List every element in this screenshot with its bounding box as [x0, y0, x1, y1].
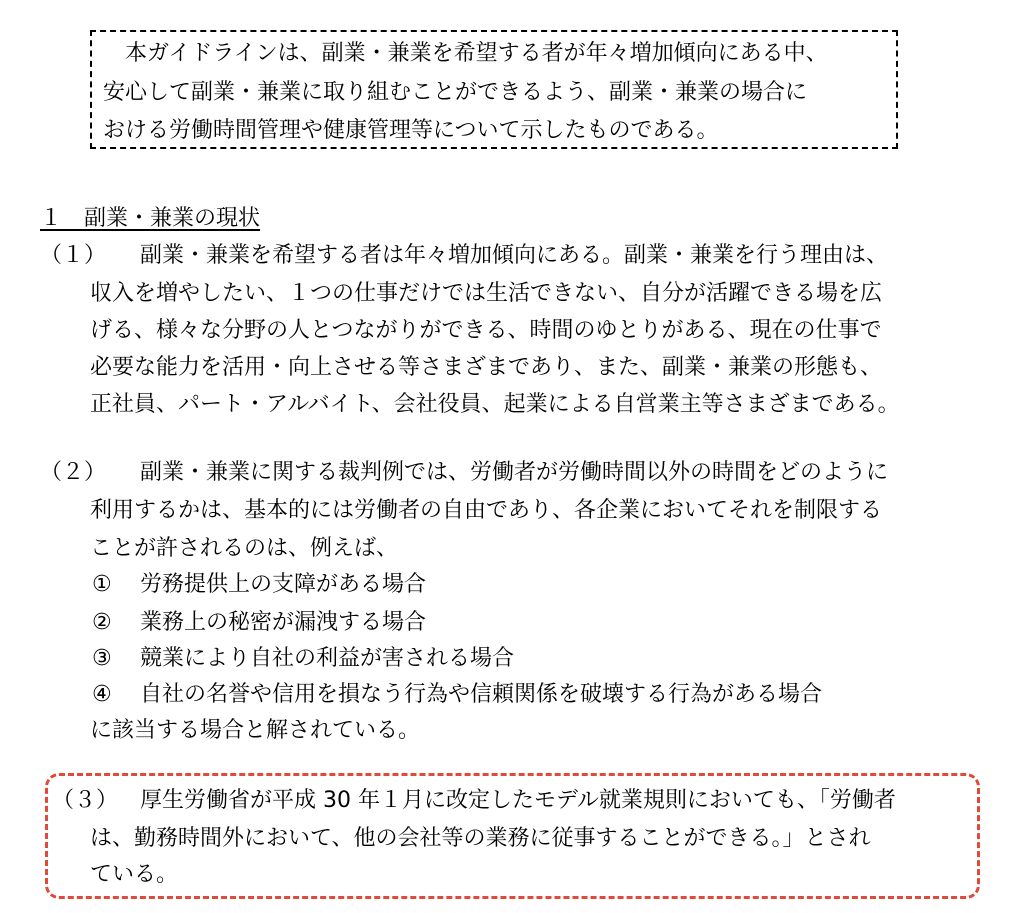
item3-line-2: は、勤務時間外において、他の会社等の業務に従事することができる。」とされ: [90, 826, 871, 851]
item1-line-5: 正社員、パート・アルバイト、会社役員、起業による自営業主等さまざまである。: [90, 392, 900, 417]
item1-line-2: 収入を増やしたい、１つの仕事だけでは生活できない、自分が活躍できる場を広: [90, 281, 883, 306]
case-text: 競業により自社の利益が害される場合: [140, 646, 515, 671]
item3-marker: （３）: [52, 788, 119, 813]
item1-marker: （１）: [40, 243, 107, 268]
case-text: 自社の名誉や信用を損なう行為や信頼関係を破壊する行為がある場合: [140, 682, 823, 707]
case-text: 労務提供上の支障がある場合: [140, 572, 427, 597]
case-number: ②: [92, 610, 112, 635]
item1-line-3: げる、様々な分野の人とつながりができる、時間のゆとりがある、現在の仕事で: [90, 318, 882, 343]
item2-line-2: 利用するかは、基本的には労働者の自由であり、各企業においてそれを制限する: [90, 498, 883, 523]
item3-line-1: 厚生労働省が平成 30 年１月に改定したモデル就業規則においても、「労働者: [140, 788, 896, 813]
case-number: ③: [92, 646, 112, 671]
item3-line-3: ている。: [90, 862, 179, 887]
item2-closing: に該当する場合と解されている。: [90, 718, 421, 743]
intro-line-3: おける労働時間管理や健康管理等について示したものである。: [103, 118, 719, 143]
item1-line-4: 必要な能力を活用・向上させる等さまざまであり、また、副業・兼業の形態も、: [90, 355, 883, 380]
intro-line-1: 本ガイドラインは、副業・兼業を希望する者が年々増加傾向にある中、: [125, 41, 828, 66]
case-text: 業務上の秘密が漏洩する場合: [140, 610, 427, 635]
intro-line-2: 安心して副業・兼業に取り組むことができるよう、副業・兼業の場合に: [103, 80, 808, 105]
section-heading: １ 副業・兼業の現状: [40, 206, 261, 231]
case-number: ④: [92, 682, 112, 707]
case-number: ①: [92, 572, 112, 597]
item2-marker: （２）: [40, 460, 107, 485]
item2-line-1: 副業・兼業に関する裁判例では、労働者が労働時間以外の時間をどのように: [140, 460, 889, 485]
item1-line-1: 副業・兼業を希望する者は年々増加傾向にある。副業・兼業を行う理由は、: [140, 243, 889, 268]
item2-line-3: ことが許されるのは、例えば、: [90, 536, 399, 561]
